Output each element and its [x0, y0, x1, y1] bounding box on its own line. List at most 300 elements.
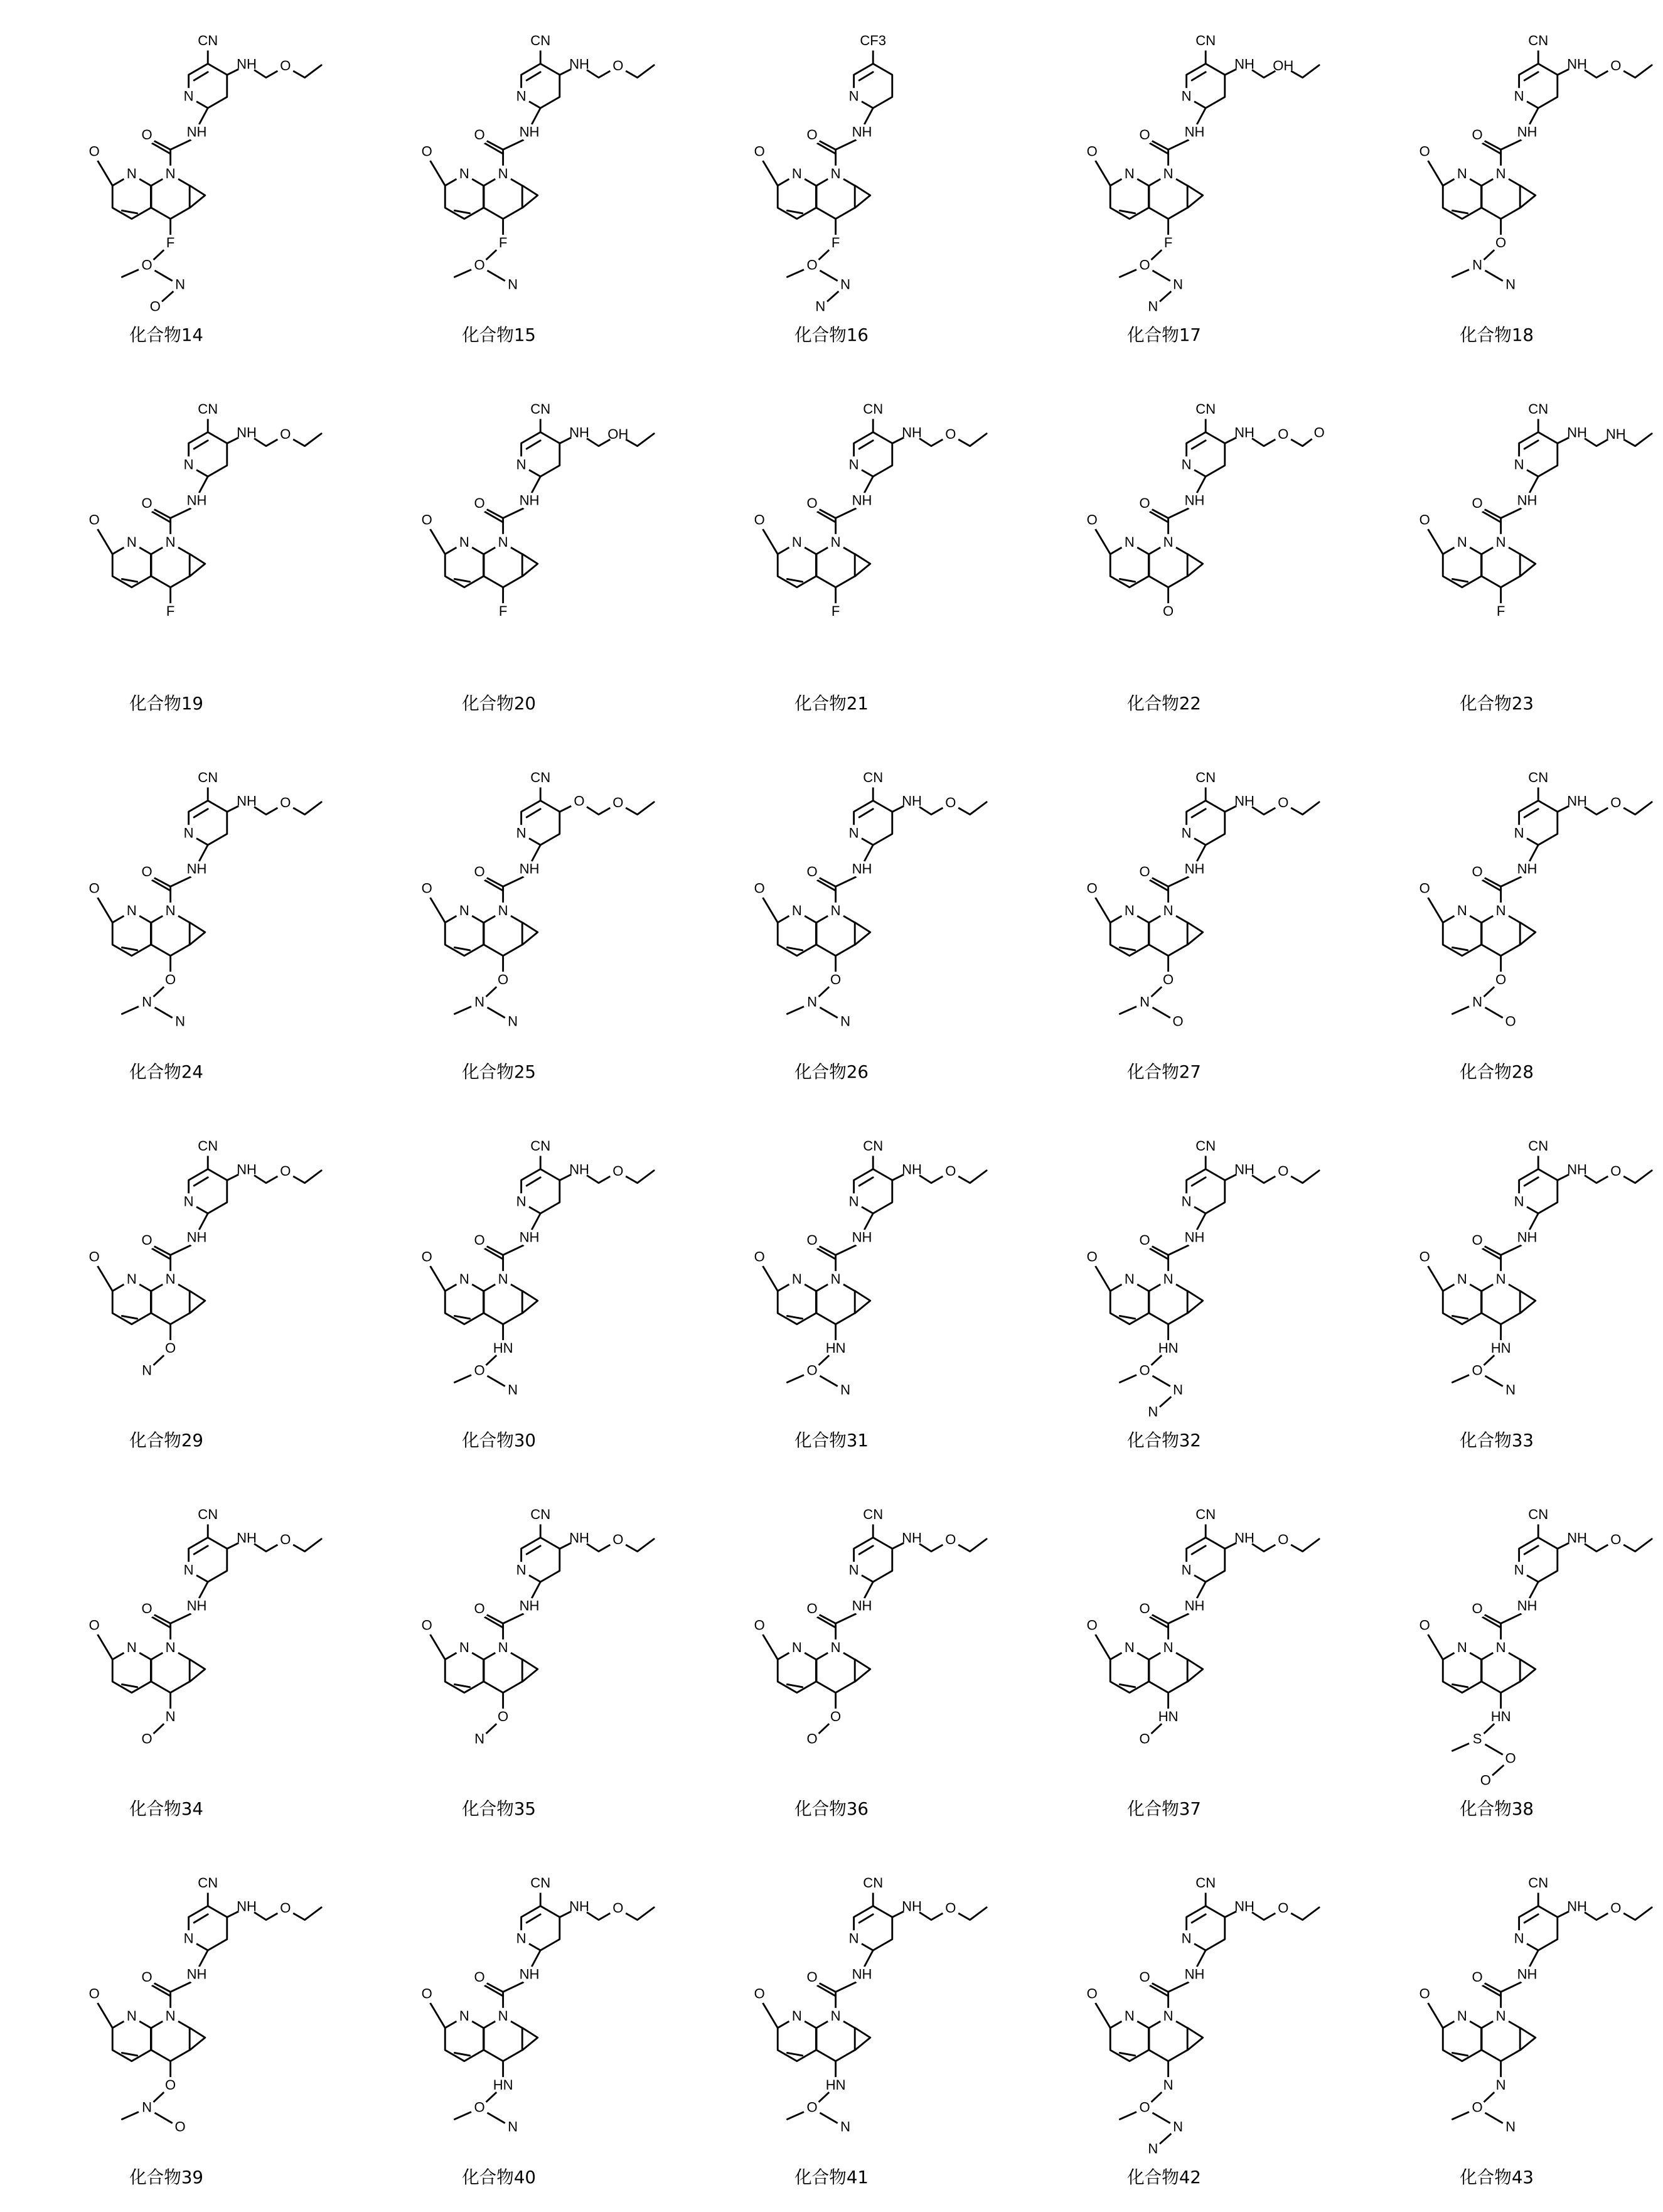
structure-drawing — [998, 0, 1330, 368]
atom-label-bottom: O — [165, 972, 176, 987]
atom-label-top: NH — [1234, 1162, 1254, 1178]
atom-label-bottom: N — [1505, 2118, 1516, 2134]
atom-label-n: N — [1457, 1271, 1467, 1287]
atom-label-top: O — [1610, 1900, 1621, 1916]
atom-label-o: O — [89, 1618, 100, 1633]
structure-drawing — [998, 368, 1330, 737]
atom-label-nh: NH — [1185, 861, 1205, 877]
atom-label-bottom: O — [474, 257, 485, 273]
double-bond — [454, 2053, 469, 2055]
atom-label-n: N — [831, 1640, 841, 1655]
atom-label-nh: NH — [1517, 1230, 1537, 1245]
atom-label-top: NH — [1234, 56, 1254, 72]
compound-cell — [333, 368, 665, 737]
atom-label-o: O — [1087, 1618, 1098, 1633]
atom-label-top: O — [612, 1163, 623, 1179]
atom-label-nh: NH — [852, 124, 872, 140]
molecule — [85, 401, 321, 621]
compound-cell — [998, 1842, 1330, 2211]
atom-label-top: NH — [569, 1899, 589, 1914]
structure-drawing — [333, 1842, 665, 2211]
compound-label: 化合物35 — [462, 1798, 536, 1819]
atom-label-bottom: O — [1495, 972, 1506, 987]
double-bond — [122, 2053, 137, 2055]
atom-label-top: O — [945, 1163, 956, 1179]
atom-label-o: O — [89, 512, 100, 528]
substituent-chain — [479, 219, 513, 286]
atom-label-top: O — [280, 426, 291, 442]
molecule — [1083, 1506, 1319, 1749]
atom-label-n: N — [516, 1930, 527, 1946]
atom-label-bottom: O — [807, 257, 818, 273]
atom-label-bottom: F — [166, 603, 174, 619]
double-bond — [859, 809, 873, 817]
atom-label-n: N — [1514, 1930, 1524, 1946]
atom-label-top: OH — [607, 426, 628, 442]
atom-label-bottom: HN — [493, 2077, 513, 2093]
compound-cell — [333, 737, 665, 1105]
double-bond — [454, 947, 469, 950]
atom-label-o: O — [807, 1969, 818, 1985]
atom-label-n: N — [1163, 1271, 1174, 1287]
atom-label-o: O — [1140, 864, 1150, 879]
atom-label-o: O — [1472, 1232, 1483, 1248]
atom-label-top: CN — [530, 401, 550, 417]
atom-label-nh: NH — [187, 861, 207, 877]
atom-label-bottom: O — [1140, 257, 1150, 273]
atom-label-nh: NH — [520, 1598, 540, 1614]
atom-label-top: CN — [1195, 1875, 1216, 1891]
compound-label: 化合物34 — [129, 1798, 203, 1819]
atom-label-o: O — [807, 864, 818, 879]
substituent-chain — [1477, 219, 1511, 286]
compound-label: 化合物19 — [129, 693, 203, 714]
double-bond — [1120, 1316, 1135, 1318]
double-bond — [787, 210, 802, 213]
compound-label: 化合物25 — [462, 1061, 536, 1082]
atom-label-bottom: O — [1140, 2100, 1150, 2115]
structure-drawing — [0, 1105, 333, 1474]
atom-label-bottom: O — [498, 1709, 508, 1724]
compound-label: 化合物23 — [1460, 693, 1534, 714]
compound-label: 化合物24 — [129, 1061, 203, 1082]
atom-label-n: N — [459, 534, 469, 550]
atom-label-o: O — [807, 1232, 818, 1248]
atom-label-top: CN — [1528, 33, 1548, 48]
atom-label-bottom: F — [832, 603, 840, 619]
structure-drawing — [1330, 1842, 1663, 2211]
atom-label-nh: NH — [520, 1967, 540, 1982]
double-bond — [1452, 947, 1467, 950]
atom-label-bottom: O — [1163, 972, 1174, 987]
atom-label-nh: NH — [1517, 861, 1537, 877]
compound-cell — [665, 0, 998, 368]
atom-label-o: O — [474, 1601, 485, 1616]
atom-label-top: O — [1278, 1532, 1288, 1547]
structure-drawing — [1330, 1474, 1663, 1842]
atom-label-top: CN — [198, 1506, 218, 1522]
atom-label-o: O — [142, 864, 152, 879]
double-bond — [1452, 579, 1467, 581]
atom-label-n: N — [166, 903, 176, 918]
atom-label-bottom: O — [474, 2100, 485, 2115]
atom-label-nh: NH — [520, 861, 540, 877]
atom-label-top: CN — [198, 770, 218, 785]
atom-label-n: N — [792, 2008, 802, 2024]
atom-label-nh: NH — [852, 1598, 872, 1614]
atom-label-o: O — [422, 512, 432, 528]
atom-label-bottom: N — [142, 994, 152, 1010]
atom-label-o: O — [754, 144, 765, 159]
molecule — [418, 33, 654, 294]
molecule — [1083, 401, 1329, 621]
molecule — [418, 1138, 654, 1400]
atom-label-o: O — [1472, 864, 1483, 879]
compound-cell — [665, 1474, 998, 1842]
molecule — [418, 401, 654, 621]
atom-label-top: CN — [863, 1875, 883, 1891]
compound-label: 化合物26 — [794, 1061, 869, 1082]
atom-label-top: CN — [1195, 1506, 1216, 1522]
atom-label-n: N — [498, 1640, 508, 1655]
compound-label: 化合物38 — [1460, 1798, 1534, 1819]
compound-label: 化合物28 — [1460, 1061, 1534, 1082]
atom-label-n: N — [516, 456, 527, 472]
atom-label-o: O — [1472, 127, 1483, 142]
atom-label-bottom: N — [508, 1382, 518, 1397]
molecule — [418, 770, 654, 1031]
atom-label-top: CN — [1195, 1138, 1216, 1154]
double-bond — [194, 72, 208, 80]
atom-label-n: N — [849, 1562, 859, 1577]
atom-label-top: CN — [198, 1138, 218, 1154]
atom-label-n: N — [459, 1640, 469, 1655]
atom-label-bottom: HN — [826, 1340, 846, 1356]
atom-label-nh: NH — [1517, 124, 1537, 140]
atom-label-top: NH — [1234, 425, 1254, 441]
atom-label-bottom: O — [1140, 1731, 1150, 1747]
molecule — [751, 1875, 987, 2137]
compound-cell — [0, 1105, 333, 1474]
atom-label-top: NH — [1234, 1530, 1254, 1546]
atom-label-o: O — [1420, 1618, 1430, 1633]
compound-label: 化合物31 — [794, 1430, 869, 1451]
atom-label-bottom: O — [830, 972, 841, 987]
atom-label-n: N — [184, 1193, 194, 1209]
atom-label-top: CN — [863, 1506, 883, 1522]
double-bond — [1120, 947, 1135, 950]
atom-label-bottom: F — [1497, 603, 1505, 619]
atom-label-o: O — [474, 1969, 485, 1985]
atom-label-top: NH — [1567, 425, 1587, 441]
atom-label-bottom: HN — [1158, 1709, 1179, 1724]
structure-drawing — [333, 1105, 665, 1474]
double-bond — [787, 1316, 802, 1318]
atom-label-nh: NH — [520, 493, 540, 508]
atom-label-n: N — [1457, 1640, 1467, 1655]
atom-label-o: O — [754, 881, 765, 896]
atom-label-n: N — [127, 166, 137, 181]
atom-label-n: N — [1125, 166, 1135, 181]
atom-label-bottom: N — [840, 276, 850, 292]
double-bond — [787, 947, 802, 950]
atom-label-top: CN — [530, 1506, 550, 1522]
atom-label-bottom: HN — [826, 2077, 846, 2093]
atom-label-nh: NH — [1185, 493, 1205, 508]
atom-label-top: O — [945, 1532, 956, 1547]
atom-label-top: O — [574, 793, 584, 809]
structure-drawing — [0, 1474, 333, 1842]
atom-label-n: N — [1457, 2008, 1467, 2024]
atom-label-bottom: F — [166, 235, 174, 250]
atom-label-bottom: N — [1505, 1382, 1516, 1397]
atom-label-o: O — [1140, 495, 1150, 511]
atom-label-bottom: N — [1173, 276, 1183, 292]
atom-label-top: NH — [1234, 1899, 1254, 1914]
compound-cell — [998, 0, 1330, 368]
compound-label: 化合物41 — [794, 2167, 869, 2188]
bridge-bond — [1521, 923, 1536, 945]
compound-cell — [665, 1842, 998, 2211]
atom-label-nh: NH — [1517, 1598, 1537, 1614]
atom-label-top: NH — [569, 425, 589, 441]
atom-label-o: O — [474, 495, 485, 511]
atom-label-o: O — [1420, 1249, 1430, 1265]
double-bond — [527, 1546, 540, 1554]
molecule — [1083, 770, 1319, 1031]
compound-cell — [998, 1474, 1330, 1842]
compound-label: 化合物21 — [794, 693, 869, 714]
atom-label-top: O — [280, 1163, 291, 1179]
molecule — [751, 401, 987, 621]
atom-label-n: N — [792, 1640, 802, 1655]
atom-label-bottom: N — [175, 1013, 185, 1029]
atom-label-n: N — [166, 166, 176, 181]
atom-label-n: N — [1514, 1562, 1524, 1577]
atom-label-o: O — [1140, 1969, 1150, 1985]
double-bond — [454, 1684, 469, 1687]
compound-cell — [1330, 1105, 1663, 1474]
compound-label: 化合物32 — [1127, 1430, 1201, 1451]
structure-drawing — [1330, 1105, 1663, 1474]
atom-label-o: O — [422, 1618, 432, 1633]
atom-label-top: O — [612, 58, 623, 73]
atom-label-bottom: O — [1472, 2100, 1483, 2115]
atom-label-n: N — [849, 825, 859, 840]
bridge-bond — [190, 923, 205, 945]
compound-cell — [0, 0, 333, 368]
atom-label-bottom: N — [1148, 2141, 1158, 2157]
atom-label-n: N — [1457, 166, 1467, 181]
atom-label-top: CN — [198, 33, 218, 48]
atom-label-bottom: N — [508, 2118, 518, 2134]
bridge-bond — [523, 2028, 538, 2050]
structure-drawing — [1330, 737, 1663, 1105]
atom-label-nh: NH — [852, 1967, 872, 1982]
atom-label-bottom: N — [1505, 276, 1516, 292]
atom-label-bottom: S — [1473, 1731, 1482, 1747]
atom-label-n: N — [849, 1930, 859, 1946]
double-bond — [1452, 210, 1467, 213]
compound-label: 化合物40 — [462, 2167, 536, 2188]
atom-label-bottom: F — [832, 235, 840, 250]
atom-label-top: NH — [569, 56, 589, 72]
compound-cell — [1330, 737, 1663, 1105]
bridge-bond — [855, 923, 870, 945]
atom-label-nh: NH — [1517, 493, 1537, 508]
atom-label-top: NH — [1567, 56, 1587, 72]
atom-label-top: CN — [1195, 401, 1216, 417]
atom-label-n: N — [1182, 1193, 1192, 1209]
substituent-chain — [479, 2061, 513, 2128]
atom-label-top: CN — [530, 33, 550, 48]
atom-label-o: O — [1087, 881, 1098, 896]
atom-label-top: CN — [1528, 1138, 1548, 1154]
atom-label-bottom: F — [1164, 235, 1172, 250]
atom-label-top: O — [1610, 58, 1621, 73]
compound-cell — [0, 1474, 333, 1842]
atom-label-bottom: O — [150, 299, 161, 314]
atom-label-o: O — [754, 1618, 765, 1633]
atom-label-n: N — [1182, 825, 1192, 840]
double-bond — [859, 441, 873, 449]
atom-label-bottom: N — [474, 994, 484, 1010]
atom-label-o: O — [1472, 1601, 1483, 1616]
substituent-chain — [479, 956, 513, 1023]
double-bond — [859, 1914, 873, 1923]
structure-drawing — [665, 0, 998, 368]
double-bond — [1524, 1914, 1538, 1923]
double-bond — [859, 1546, 873, 1554]
compound-cell — [1330, 1474, 1663, 1842]
substituent-chain — [812, 1324, 845, 1391]
compound-cell — [0, 1842, 333, 2211]
atom-label-top: O — [1314, 425, 1325, 441]
atom-label-top: O — [612, 1532, 623, 1547]
compound-label: 化合物14 — [129, 325, 203, 345]
atom-label-n: N — [1125, 903, 1135, 918]
compound-label: 化合物42 — [1127, 2167, 1201, 2188]
double-bond — [1192, 1546, 1206, 1554]
compound-label: 化合物15 — [462, 325, 536, 345]
double-bond — [527, 809, 540, 817]
atom-label-bottom: N — [840, 2118, 850, 2134]
atom-label-n: N — [831, 903, 841, 918]
atom-label-top: NH — [902, 1899, 922, 1914]
atom-label-bottom: N — [840, 1382, 850, 1397]
double-bond — [122, 579, 137, 581]
atom-label-bottom: N — [1140, 994, 1150, 1010]
atom-label-n: N — [1125, 1271, 1135, 1287]
atom-label-bottom: F — [499, 235, 507, 250]
atom-label-bottom: N — [1472, 257, 1482, 273]
structure-drawing — [1330, 368, 1663, 737]
double-bond — [122, 1316, 137, 1318]
atom-label-n: N — [184, 88, 194, 104]
atom-label-n: N — [516, 1562, 527, 1577]
atom-label-top: CN — [530, 1875, 550, 1891]
atom-label-bottom: HN — [1491, 1709, 1511, 1724]
atom-label-bottom: N — [142, 1363, 152, 1378]
double-bond — [1524, 809, 1538, 817]
bridge-bond — [1188, 2028, 1203, 2050]
atom-label-n: N — [1163, 903, 1174, 918]
compound-cell — [333, 0, 665, 368]
atom-label-top: CN — [1195, 33, 1216, 48]
atom-label-top: NH — [237, 425, 257, 441]
atom-label-nh: NH — [187, 124, 207, 140]
atom-label-n: N — [792, 903, 802, 918]
atom-label-bottom: N — [1148, 1404, 1158, 1420]
atom-label-o: O — [422, 1986, 432, 2002]
atom-label-top: CN — [1528, 1506, 1548, 1522]
compound-cell — [665, 737, 998, 1105]
molecule — [85, 1506, 321, 1749]
molecule — [85, 33, 321, 316]
atom-label-bottom: HN — [1158, 1340, 1179, 1356]
atom-label-o: O — [422, 881, 432, 896]
atom-label-bottom: N — [1163, 2077, 1174, 2093]
atom-label-nh: NH — [1517, 1967, 1537, 1982]
atom-label-o: O — [1420, 881, 1430, 896]
atom-label-n: N — [831, 534, 841, 550]
atom-label-bottom: N — [508, 276, 518, 292]
compound-label: 化合物37 — [1127, 1798, 1201, 1819]
atom-label-n: N — [498, 2008, 508, 2024]
atom-label-o: O — [142, 1601, 152, 1616]
molecule — [85, 1138, 321, 1380]
atom-label-n: N — [459, 2008, 469, 2024]
atom-label-o: O — [142, 1232, 152, 1248]
atom-label-bottom: N — [1496, 2077, 1506, 2093]
atom-label-top: O — [612, 795, 623, 810]
atom-label-top: CF3 — [860, 33, 886, 48]
compound-cell — [1330, 0, 1663, 368]
atom-label-bottom: N — [815, 299, 825, 314]
atom-label-o: O — [474, 127, 485, 142]
atom-label-n: N — [166, 534, 176, 550]
atom-label-bottom: N — [1173, 1382, 1183, 1397]
substituent-chain — [1477, 956, 1511, 1023]
atom-label-bottom: O — [807, 1731, 818, 1747]
double-bond — [1192, 72, 1206, 80]
atom-label-top: O — [280, 1532, 291, 1547]
atom-label-n: N — [459, 903, 469, 918]
compound-cell — [0, 368, 333, 737]
molecule — [85, 770, 321, 1031]
substituent-chain — [1145, 956, 1178, 1023]
atom-label-nh: NH — [1185, 1967, 1205, 1982]
double-bond — [454, 579, 469, 581]
atom-label-bottom: O — [142, 1731, 152, 1747]
atom-label-top: O — [1278, 795, 1288, 810]
atom-label-n: N — [184, 1562, 194, 1577]
double-bond — [1524, 1178, 1538, 1186]
atom-label-n: N — [1163, 166, 1174, 181]
atom-label-n: N — [1163, 2008, 1174, 2024]
bridge-bond — [190, 554, 205, 576]
atom-label-o: O — [1420, 1986, 1430, 2002]
atom-label-bottom: N — [508, 1013, 518, 1029]
atom-label-top: CN — [1528, 770, 1548, 785]
atom-label-top: CN — [1195, 770, 1216, 785]
atom-label-top: NH — [569, 1162, 589, 1178]
compound-cell — [998, 737, 1330, 1105]
compound-cell — [333, 1474, 665, 1842]
atom-label-nh: NH — [1185, 1230, 1205, 1245]
double-bond — [122, 210, 137, 213]
atom-label-top: CN — [530, 770, 550, 785]
